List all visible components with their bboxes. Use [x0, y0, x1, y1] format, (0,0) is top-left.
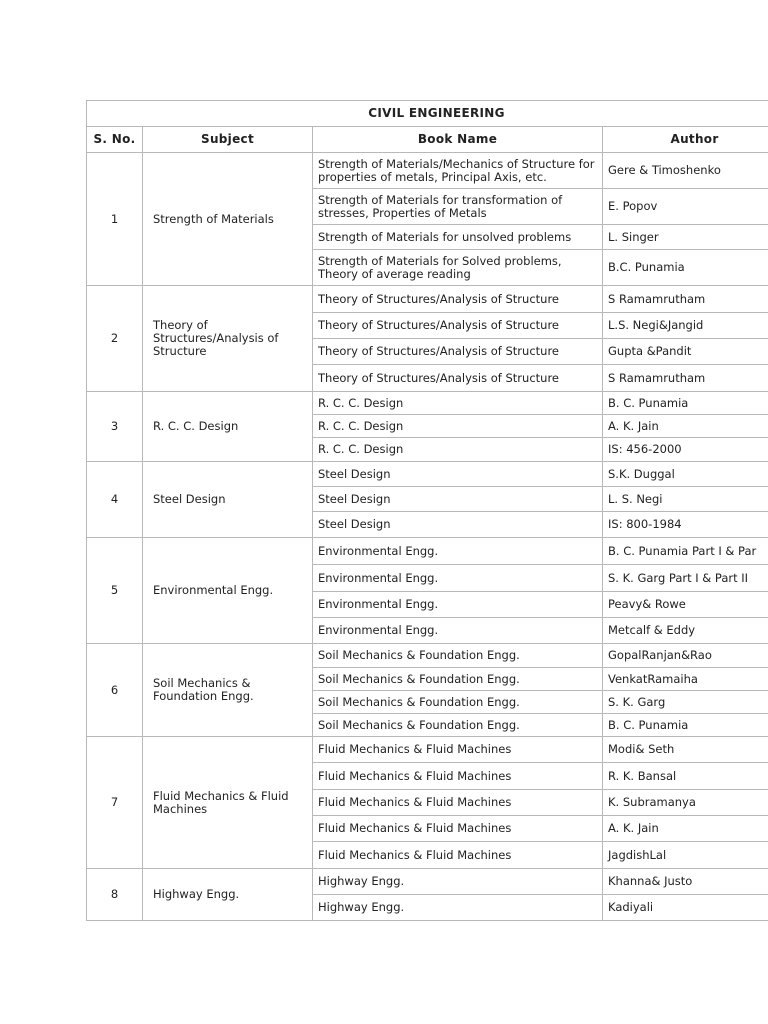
header-author: Author [603, 127, 768, 153]
cell-author: B. C. Punamia [603, 714, 768, 737]
cell-author: B. C. Punamia Part I & Par [603, 538, 768, 565]
cell-subject: Environmental Engg. [143, 538, 313, 644]
table-header-row [87, 127, 768, 153]
cell-book-name: Strength of Materials for Solved problems, Theory of average reading [313, 250, 603, 286]
cell-sno: 7 [87, 737, 143, 869]
cell-book-name: Environmental Engg. [313, 538, 603, 565]
cell-author: A. K. Jain [603, 415, 768, 438]
header-book-name: Book Name [313, 127, 603, 153]
cell-author: Kadiyali [603, 895, 768, 921]
cell-book-name: Steel Design [313, 512, 603, 538]
table-body [87, 153, 768, 921]
table-row [87, 538, 768, 565]
cell-author: S Ramamrutham [603, 365, 768, 392]
cell-author: Peavy& Rowe [603, 592, 768, 618]
cell-author: S. K. Garg Part I & Part II [603, 565, 768, 592]
book-table-container [86, 100, 768, 921]
table-title-row [87, 101, 768, 127]
cell-sno: 2 [87, 286, 143, 392]
cell-author: Modi& Seth [603, 737, 768, 763]
table-row [87, 286, 768, 313]
cell-author: A. K. Jain [603, 816, 768, 842]
cell-subject: Theory of Structures/Analysis of Structure [143, 286, 313, 392]
cell-author: S Ramamrutham [603, 286, 768, 313]
cell-subject: Fluid Mechanics & Fluid Machines [143, 737, 313, 869]
cell-author: L. S. Negi [603, 487, 768, 512]
cell-author: E. Popov [603, 189, 768, 225]
cell-author: VenkatRamaiha [603, 668, 768, 691]
cell-author: Metcalf & Eddy [603, 618, 768, 644]
cell-book-name: Soil Mechanics & Foundation Engg. [313, 668, 603, 691]
cell-author: S. K. Garg [603, 691, 768, 714]
cell-author: Gere & Timoshenko [603, 153, 768, 189]
book-table [86, 100, 768, 921]
cell-sno: 4 [87, 462, 143, 538]
cell-book-name: Strength of Materials/Mechanics of Structure for properties of metals, Principal Axis, etc. [313, 153, 603, 189]
cell-book-name: Environmental Engg. [313, 592, 603, 618]
cell-sno: 6 [87, 644, 143, 737]
cell-subject: Strength of Materials [143, 153, 313, 286]
cell-book-name: R. C. C. Design [313, 438, 603, 462]
cell-subject: R. C. C. Design [143, 392, 313, 462]
cell-book-name: Environmental Engg. [313, 618, 603, 644]
cell-subject: Steel Design [143, 462, 313, 538]
cell-author: IS: 456-2000 [603, 438, 768, 462]
cell-author: GopalRanjan&Rao [603, 644, 768, 668]
cell-book-name: Theory of Structures/Analysis of Structure [313, 339, 603, 365]
cell-author: B.C. Punamia [603, 250, 768, 286]
cell-book-name: Highway Engg. [313, 895, 603, 921]
cell-book-name: Strength of Materials for unsolved problems [313, 225, 603, 250]
cell-book-name: Theory of Structures/Analysis of Structure [313, 313, 603, 339]
cell-book-name: Soil Mechanics & Foundation Engg. [313, 644, 603, 668]
cell-book-name: Strength of Materials for transformation of stresses, Properties of Metals [313, 189, 603, 225]
cell-book-name: Fluid Mechanics & Fluid Machines [313, 790, 603, 816]
cell-book-name: Steel Design [313, 462, 603, 487]
cell-author: Gupta &Pandit [603, 339, 768, 365]
cell-subject: Soil Mechanics & Foundation Engg. [143, 644, 313, 737]
cell-author: JagdishLal [603, 842, 768, 869]
cell-book-name: Fluid Mechanics & Fluid Machines [313, 763, 603, 790]
table-row [87, 869, 768, 895]
table-row [87, 153, 768, 189]
cell-book-name: Soil Mechanics & Foundation Engg. [313, 691, 603, 714]
header-subject: Subject [143, 127, 313, 153]
cell-author: Khanna& Justo [603, 869, 768, 895]
cell-book-name: Theory of Structures/Analysis of Structure [313, 286, 603, 313]
cell-author: R. K. Bansal [603, 763, 768, 790]
cell-book-name: Environmental Engg. [313, 565, 603, 592]
table-row [87, 392, 768, 415]
cell-book-name: R. C. C. Design [313, 392, 603, 415]
cell-book-name: Steel Design [313, 487, 603, 512]
cell-author: B. C. Punamia [603, 392, 768, 415]
table-row [87, 644, 768, 668]
cell-book-name: Fluid Mechanics & Fluid Machines [313, 816, 603, 842]
table-title: CIVIL ENGINEERING [87, 101, 768, 127]
cell-book-name: Highway Engg. [313, 869, 603, 895]
cell-author: L.S. Negi&Jangid [603, 313, 768, 339]
cell-author: L. Singer [603, 225, 768, 250]
header-sno: S. No. [87, 127, 143, 153]
cell-book-name: R. C. C. Design [313, 415, 603, 438]
cell-sno: 1 [87, 153, 143, 286]
table-row [87, 737, 768, 763]
cell-author: K. Subramanya [603, 790, 768, 816]
cell-book-name: Theory of Structures/Analysis of Structure [313, 365, 603, 392]
cell-author: S.K. Duggal [603, 462, 768, 487]
cell-sno: 5 [87, 538, 143, 644]
cell-sno: 8 [87, 869, 143, 921]
cell-book-name: Soil Mechanics & Foundation Engg. [313, 714, 603, 737]
table-row [87, 462, 768, 487]
cell-sno: 3 [87, 392, 143, 462]
cell-book-name: Fluid Mechanics & Fluid Machines [313, 842, 603, 869]
cell-book-name: Fluid Mechanics & Fluid Machines [313, 737, 603, 763]
cell-author: IS: 800-1984 [603, 512, 768, 538]
cell-subject: Highway Engg. [143, 869, 313, 921]
